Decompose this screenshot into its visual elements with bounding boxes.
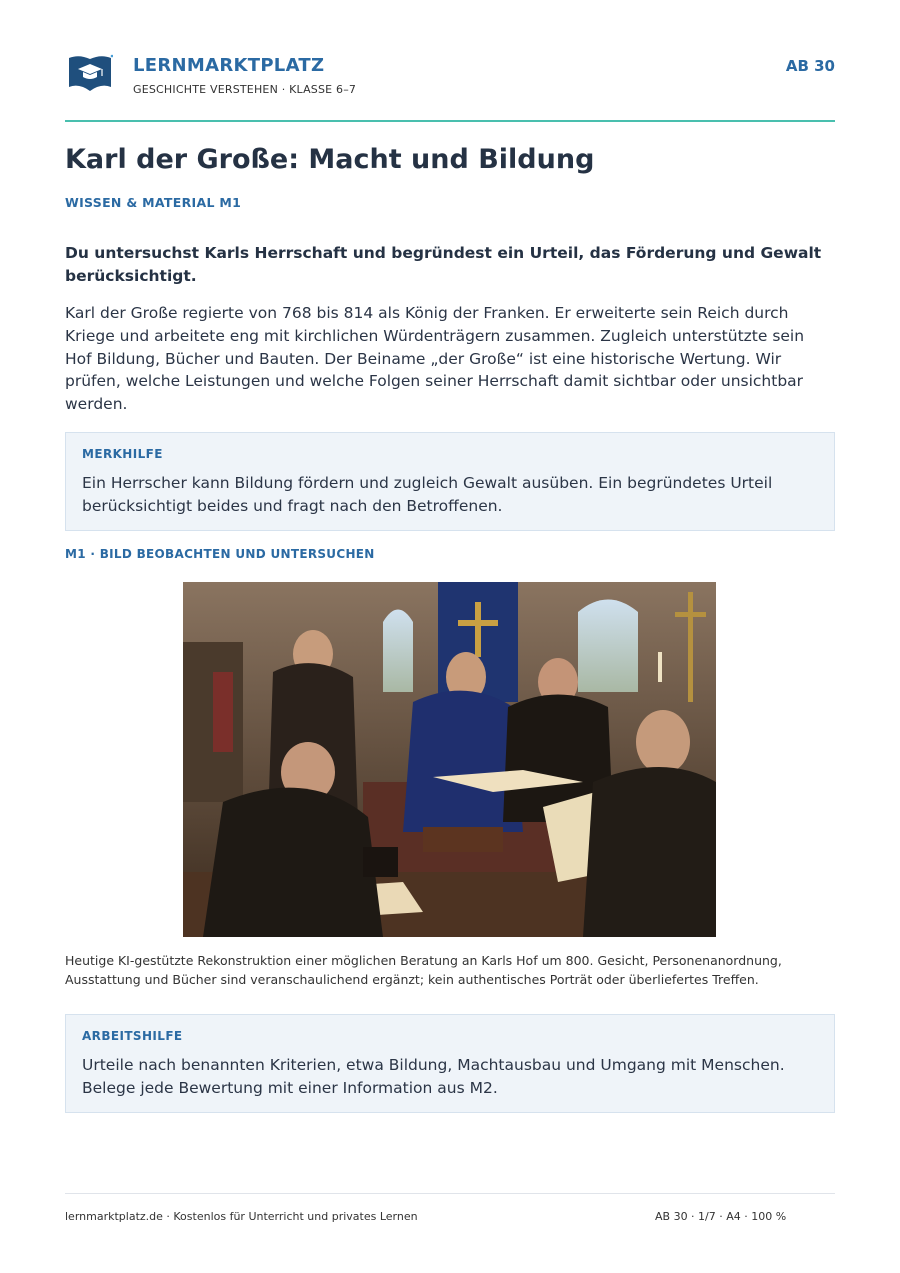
arbeitshilfe-text: Urteile nach benannten Kriterien, etwa Bildung, Machtausbau und Umgang mit Menschen. Belege jede Bewertung mit einer Information aus M2. [82,1056,785,1097]
header [65,52,835,122]
sheet-number: AB 30 [785,57,835,75]
arbeitshilfe-label: ARBEITSHILFE [82,1029,183,1043]
lead-text: Du untersuchst Karls Herrschaft und begründest ein Urteil, das Förderung und Gewalt berücksichtigt. [65,244,822,285]
footer-source: lernmarktplatz.de · Kostenlos für Unterricht und privates Lernen [65,1210,418,1223]
court-scene-illustration [183,582,716,937]
footer-divider [65,1193,835,1194]
section-kicker: WISSEN & MATERIAL M1 [65,195,242,210]
arbeitshilfe-box [65,1014,835,1113]
body-text: Karl der Große regierte von 768 bis 814 als König der Franken. Er erweiterte sein Reich durch Kriege und arbeitete eng mit kirchlichen Würdenträgern zusammen. Zugleich unterstützte sein Hof Bildung, Bücher und Bauten. Der Beiname „der Große“ ist eine historische Wertung. Wir prüfen, welche Leistungen und welche Folgen seiner Herrschaft damit sichtbar oder unsichtbar werden. [65,304,805,414]
page-title: Karl der Große: Macht und Bildung [65,144,595,175]
merkhilfe-box [65,432,835,531]
m1-heading: M1 · BILD BEOBACHTEN UND UNTERSUCHEN [65,547,375,561]
graduation-book-logo-icon [67,54,113,92]
header-divider [65,120,835,122]
court-scene-image [183,582,716,937]
merkhilfe-text: Ein Herrscher kann Bildung fördern und zugleich Gewalt ausüben. Ein begründetes Urteil berücksichtigt beides und fragt nach den Betroffenen. [82,474,773,515]
brand-subtitle: GESCHICHTE VERSTEHEN · KLASSE 6–7 [133,83,357,96]
footer-page-info: AB 30 · 1/7 · A4 · 100 % [655,1210,787,1223]
brand-name: LERNMARKTPLATZ [133,55,325,76]
image-caption: Heutige KI-gestützte Rekonstruktion einer möglichen Beratung an Karls Hof um 800. Gesicht, Personenanordnung, Ausstattung und Bücher sind veranschaulichend ergänzt; kein authentisches Porträt oder überliefertes Treffen. [65,953,782,987]
merkhilfe-label: MERKHILFE [82,447,163,461]
